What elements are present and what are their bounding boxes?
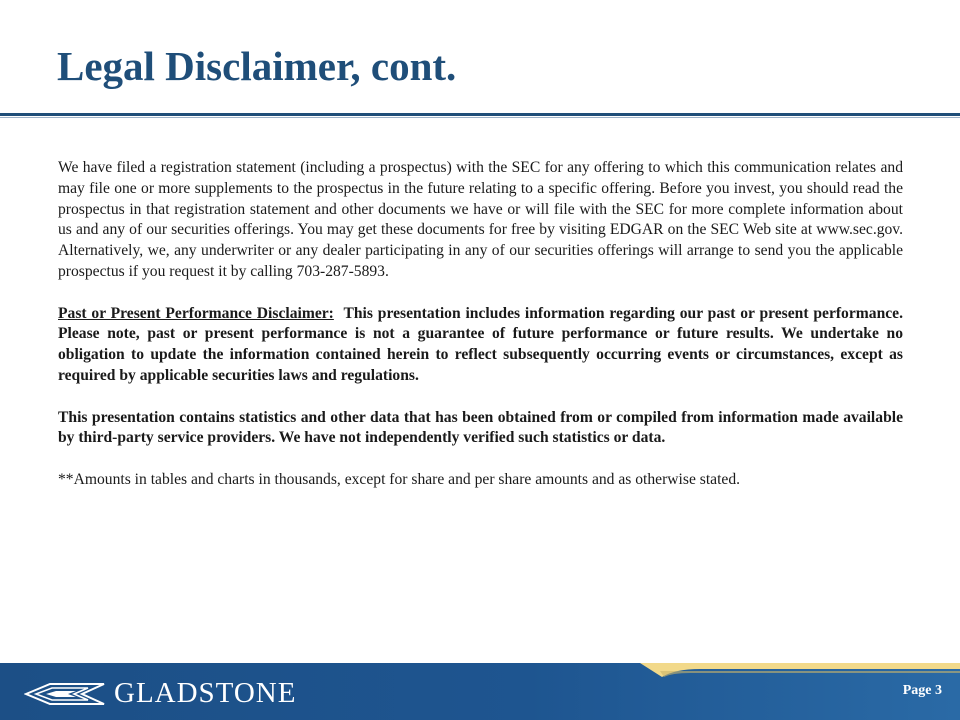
disclaimer-body xyxy=(58,158,903,512)
amounts-note: **Amounts in tables and charts in thousands, except for share and per share amounts and as otherwise stated. xyxy=(58,470,741,488)
third-party-data-paragraph: This presentation contains statistics and other data that has been obtained from or compiled from information made available by third-party service providers. We have not independently verified such statistics or data. xyxy=(58,408,903,447)
performance-disclaimer-heading: Past or Present Performance Disclaimer: xyxy=(58,304,334,322)
gladstone-logo-icon xyxy=(24,681,108,707)
registration-paragraph: We have filed a registration statement (including a prospectus) with the SEC for any offering to which this communication relates and may file one or more supplements to the prospectus in the future relating to a specific offering. Before you invest, you should read the prospectus in that registration statement and other documents we have or will file with the SEC for more complete information about us and any of our securities offerings. You may get these documents for free by visiting EDGAR on the SEC Web site at www.sec.gov. Alternatively, we, any underwriter or any dealer participating in any of our securities offerings will arrange to send you the applicable prospectus if you request it by calling 703-287-5893. xyxy=(58,159,903,280)
page-number: Page 3 xyxy=(902,683,942,698)
title-divider-thin xyxy=(0,117,960,118)
title-divider xyxy=(0,113,960,116)
brand-name: GLADSTONE xyxy=(114,677,297,709)
page-title: Legal Disclaimer, cont. xyxy=(57,43,457,89)
performance-disclaimer-text: This presentation includes information regarding our past or present performance. Please note, past or present performance is not a guarantee of future performance or future results. We undertake no obligation to update the information contained herein to reflect subsequently occurring events or circumstances, except as required by applicable securities laws and regulations. xyxy=(58,304,903,384)
performance-disclaimer-paragraph xyxy=(58,304,903,387)
footer-bar xyxy=(0,663,960,720)
